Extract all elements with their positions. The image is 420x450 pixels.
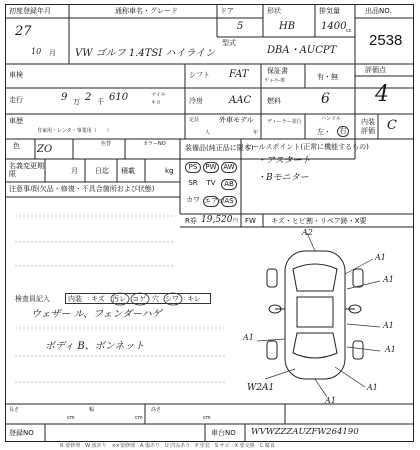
mileage-b: 2 [85,92,92,103]
selling-points-label: セールスポイント(正常に機能するもの) [245,143,369,151]
insp-ana: 穴 [152,295,159,303]
door-label: ドア [220,7,234,15]
mark-right-2: A1 [383,275,394,284]
fuel-label: 燃料 [267,97,281,105]
score-label: 評価点 [365,66,386,74]
displacement-value: 1400 [321,21,347,32]
fw-text: キズ・ヒビ割・リペア跡・X要 [271,217,367,225]
insp-interior: 内装 [68,295,82,303]
inspector-label: 検査員記入 [15,295,50,303]
mark-right-3: A1 [383,321,394,330]
model-label: 型式 [222,39,236,47]
load-label: 積載 [121,167,135,175]
equipment-item: PW [203,162,219,173]
interior-grade: C [387,118,397,133]
reg-month: 10 [31,47,42,56]
auction-sheet [5,4,414,442]
mark-rear-left: W2A1 [247,383,275,393]
vehicle-inspection-label: 車検 [9,71,23,79]
insp-koge: コゲ [132,295,146,303]
equipment-item: エアロ [204,197,225,205]
mileage-label: 走行 [9,96,23,104]
interior-label: 内装 [361,118,375,126]
note-1: ウェザー ル、フェンダーハゲ [31,309,162,320]
first-reg-label: 初度登録年月 [9,7,51,15]
chassis-no-value: WVWZZZAUZFW264190 [251,427,359,437]
height-label: 高さ [151,407,162,413]
color-no-label: カラーNO [143,141,166,147]
mileage-unit-km: キロ [151,100,162,106]
ac-value: AAC [229,95,252,106]
reg-month-unit: 月 [49,49,56,57]
mark-top: A2 [302,228,313,237]
listing-no-label: 出品NO. [365,7,392,15]
insp-circles [105,289,195,309]
day-label: 日迄 [95,167,109,175]
capacity-unit: 人 [205,130,211,136]
equipment-item: AB [221,179,237,190]
equipment-item: SR [188,179,198,187]
cc-unit: cc [346,28,352,34]
equipment-item: TV [206,179,216,187]
import-year-unit: 年 [253,130,259,136]
fuel-value: 6 [321,91,330,107]
selling-point-1: ・アスタート [257,156,311,166]
listing-no-value: 2538 [369,32,403,49]
reg-year: 27 [15,24,32,39]
color-value: ZO [37,144,53,155]
length-cm: cm [67,415,75,421]
score-value: 4 [375,82,389,107]
insp-kire: キレ [187,295,201,303]
warranty-options: 有・無 [317,73,338,81]
equipment-item: カワ [186,196,200,204]
rcheck-unit: 円 [233,218,239,224]
import-model-label: 外車モデル [219,116,254,124]
reg-no-label: 登録NO [9,429,34,437]
model-value: DBA・AUCPT [267,45,337,56]
width-label: 幅 [89,407,95,413]
interior-eval-label: 評価 [361,127,375,135]
car-name: VW ゴルフ 1.4TSI ハイライン [75,48,216,59]
equipment-label: 装備品(純正品に限る) [185,144,254,152]
displacement-label: 排気量 [319,7,340,15]
mark-left-1: A1 [243,333,254,342]
dealer-label: ディーラー並行 [267,119,302,125]
name-change-label: 名義変更期限 [9,162,44,179]
mileage-unit-man: 万 [73,98,80,106]
legend-footnote: R 要修理 W 波あり ××要修理 A 傷あり U 凹みあり P 塗装 S サビ X 要交換 C 腐食 [60,443,275,449]
shape-value: HB [279,21,296,32]
name-grade-label: 通称車名・グレード [115,7,178,15]
mileage-a: 9 [61,92,68,103]
shift-value: FAT [229,69,249,80]
mark-bottom: A1 [325,396,336,405]
shift-label: シフト [189,71,210,79]
length-label: 長さ [9,407,20,413]
history-options: 自家用・レンタ・事業用（ ） [37,128,112,134]
history-label: 車歴 [9,117,23,125]
color-change-label: 色替 [101,141,112,147]
rcheck-value: 19,520 [201,215,233,225]
fw-label: FW [245,217,256,225]
insp-yogore: 汚レ [112,295,126,303]
equipment-item: AW [221,162,237,173]
height-cm: cm [203,415,211,421]
width-cm: cm [135,415,143,421]
mileage-unit-sen: 千 [97,98,104,106]
equipment-item: PS [185,162,201,173]
dealer-reg-label: ﾃﾞｨｰﾗｰ車 [265,78,286,84]
mark-right-5: A1 [367,383,378,392]
color-label: 色 [13,142,20,150]
warranty-label: 保証書 [267,67,288,75]
shape-label: 形状 [267,7,281,15]
mark-right-1: A1 [375,253,386,262]
remarks-label: 注意事項(欠品・修復・不具合箇所および状態) [9,185,155,193]
insp-kizu: キズ [91,295,105,303]
mileage-c: 610 [109,92,129,103]
capacity-label: 定員 [189,117,200,123]
doors-value: 5 [237,21,244,32]
insp-shiwa: シワ [165,295,179,303]
rcheck-label: R券 [185,217,197,225]
ac-label: 冷房 [189,97,203,105]
mark-right-4: A1 [385,345,396,354]
mileage-unit-mile: マイル [151,92,166,98]
selling-point-2: ・Bモニター [257,173,309,183]
handle-right-circled: 右 [337,126,349,137]
handle-options: 左・ [317,128,331,136]
equipment-item: AS [221,196,237,207]
chassis-no-label: 車台NO [211,429,236,437]
month-label: 月 [71,167,78,175]
note-2: ボディ B、ボンネット [45,341,145,352]
kg-label: kg [165,167,174,175]
handle-label: ハンドル [321,116,342,122]
